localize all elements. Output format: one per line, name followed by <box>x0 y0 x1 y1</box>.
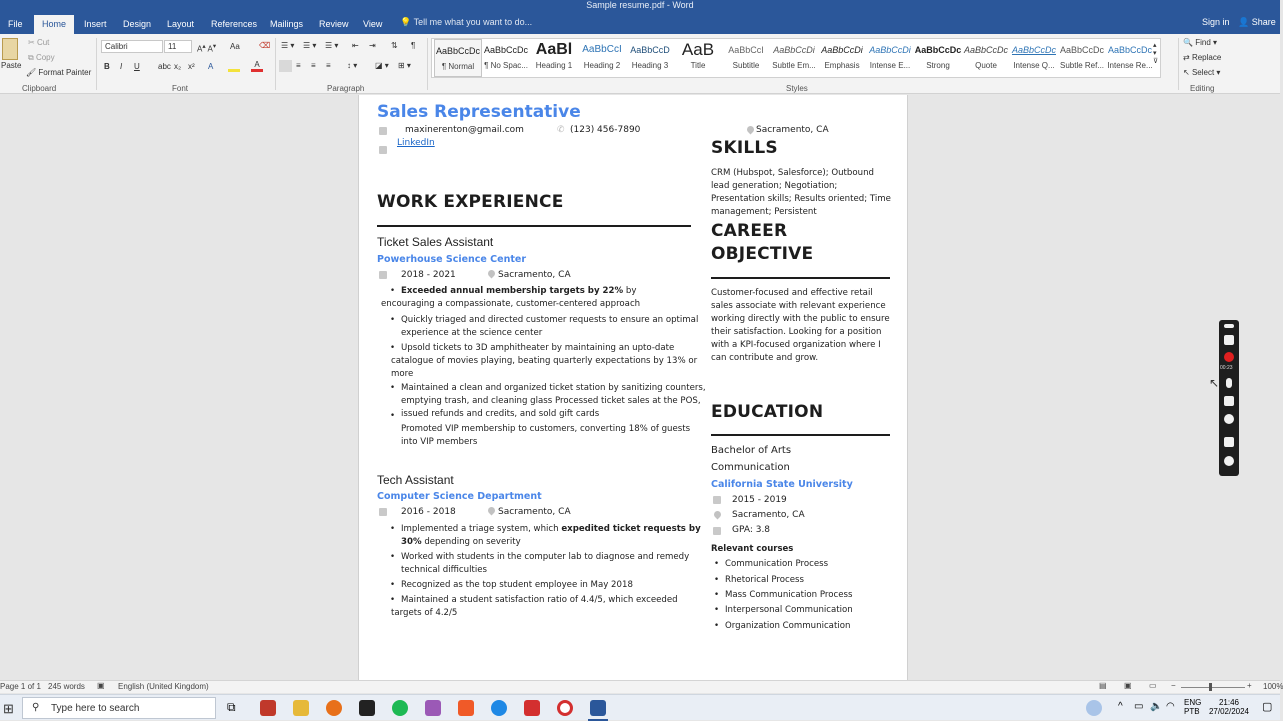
justify-icon[interactable]: ≡ <box>326 61 331 70</box>
list-item <box>390 285 653 298</box>
sign-in-link[interactable]: Sign in <box>1202 17 1230 27</box>
align-right-icon[interactable]: ≡ <box>311 61 316 70</box>
volume-icon[interactable]: 🔈 <box>1150 701 1163 712</box>
bullet-text: Maintained a student satisfaction ratio of 4.4/5, which exceeded <box>401 595 678 605</box>
language-primary: ENG <box>1184 698 1202 707</box>
course-name: Interpersonal Communication <box>725 605 853 615</box>
tab-file[interactable]: File <box>8 19 23 29</box>
list-item <box>390 342 675 355</box>
page-count[interactable]: Page 1 of 1 <box>0 682 41 691</box>
clipboard-group-label: Clipboard <box>22 84 57 93</box>
network-icon[interactable]: ▭ <box>1134 701 1144 712</box>
search-icon: 🔍 <box>1183 38 1193 47</box>
clock-time: 21:46 <box>1218 698 1240 707</box>
search-icon: ⚲ <box>32 702 40 713</box>
list-item <box>714 620 851 633</box>
screen-icon[interactable] <box>1224 437 1234 447</box>
field-text: Communication <box>711 462 790 473</box>
bullet-text: issued refunds and credits, and sold gift cards <box>401 409 600 419</box>
word-count[interactable]: 245 words <box>48 682 85 691</box>
paste-button[interactable]: Paste <box>1 61 22 70</box>
select-label: Select <box>1191 68 1215 77</box>
bullet-text: Promoted VIP membership to customers, converting 18% of guests <box>401 424 691 434</box>
email-text: maxinerenton@gmail.com <box>405 125 524 135</box>
list-item <box>390 594 678 607</box>
courses-heading: Relevant courses <box>711 544 794 554</box>
job-location: Sacramento, CA <box>498 507 571 517</box>
style-preview: AaBbCcDi <box>773 45 815 55</box>
style-preview: AaBbCcDi <box>821 45 863 55</box>
bullet-icon: • <box>390 580 396 590</box>
style-name: Heading 2 <box>583 61 621 70</box>
cut-label: Cut <box>36 38 50 47</box>
tab-design[interactable]: Design <box>123 19 152 29</box>
bullet-text: experience at the science center <box>401 328 543 338</box>
tab-view[interactable]: View <box>363 19 383 29</box>
objective-text <box>711 287 890 365</box>
job-dates: 2016 - 2018 <box>401 507 456 517</box>
style-preview: AaBbCcDc <box>963 45 1008 55</box>
skills-line: CRM (Hubspot, Salesforce); Outbound <box>711 168 874 178</box>
format-painter-label: Format Painter <box>38 68 92 77</box>
section-divider <box>377 225 691 227</box>
bullet-icon: • <box>714 621 720 631</box>
style-preview: AaBbCcDi <box>869 45 911 55</box>
app-m-icon[interactable] <box>260 700 276 716</box>
course-name: Rhetorical Process <box>725 575 804 585</box>
styles-scroll-icon[interactable]: ▴ ▾ ⊽ <box>1153 42 1159 65</box>
wifi-icon[interactable]: ◠ <box>1166 701 1175 712</box>
style-name: Intense E... <box>869 61 911 70</box>
tab-review[interactable]: Review <box>319 19 349 29</box>
separator <box>427 38 428 90</box>
speaker-icon[interactable] <box>1224 396 1234 406</box>
bullet-text: Implemented a triage system, which <box>401 524 559 534</box>
style-name: Subtle Em... <box>772 61 816 70</box>
zoom-slider[interactable] <box>1181 687 1245 688</box>
email-icon <box>379 127 387 135</box>
read-mode-icon[interactable]: ▤ <box>1099 681 1107 690</box>
share-button[interactable] <box>1238 17 1276 28</box>
style-subtitle[interactable] <box>722 39 770 77</box>
location-pin-icon <box>746 125 756 135</box>
lightbulb-icon: 💡 <box>400 17 412 27</box>
phone-text: (123) 456-7890 <box>570 125 641 135</box>
location-pin-icon <box>487 269 497 279</box>
skills-line: management; Persistent <box>711 207 817 217</box>
gpa-text: GPA: 3.8 <box>732 525 771 535</box>
bullet-bold-text: 30% <box>401 537 422 547</box>
print-layout-icon[interactable]: ▣ <box>1124 681 1132 690</box>
location-pin-icon <box>487 506 497 516</box>
course-name: Organization Communication <box>725 621 851 631</box>
recorder-app-icon[interactable] <box>557 700 573 716</box>
strikethrough-button[interactable]: abc <box>158 62 171 71</box>
list-item <box>390 551 690 577</box>
record-stop-icon[interactable] <box>1224 352 1234 362</box>
skills-line: Presentation skills; Results oriented; Time <box>711 194 891 204</box>
tab-references[interactable]: References <box>211 19 258 29</box>
search-placeholder: Type here to search <box>51 703 140 714</box>
find-label: Find <box>1195 38 1211 47</box>
language-switcher[interactable] <box>1184 698 1201 716</box>
bullet-icon: • <box>390 315 396 325</box>
style-no-spacing[interactable] <box>482 39 530 77</box>
education-location: Sacramento, CA <box>732 510 805 520</box>
share-label: Share <box>1251 17 1276 27</box>
education-heading: EDUCATION <box>711 402 824 422</box>
ribbon-tabs <box>0 12 1280 34</box>
change-case-button[interactable]: Aa <box>230 42 240 51</box>
style-preview: AaBbCcDc <box>435 46 480 56</box>
document-page[interactable]: Sales Representative maxinerenton@gmail.com ✆ (123) 456-7890 Sacramento, CA LinkedIn WORK EXPERIENCE Ticket Sales Assistant Powerhouse Science Center 2018 - 2021 Sacramento, CA • Exceeded annual membership targets by 22% by encouraging a compassionate, customer-centered approach • Quickly triaged and directed customer requests to ensure an optimal experience at the science center • Upsold tickets to 3D amphitheater by maintaining an upto-date catalogue of movies playing, beating quarterly expectations by 13% or more • Maintained a clean and organized ticket station by sanitizing counters, emptying trash, and cleaning glass Processed ticket sales at the POS, issued refunds and credits, and sold gift cards • Promoted VIP membership to customers, converting 18% of guests into VIP members Tech Assistant Computer Science Department 2016 - 2018 Sacramento, CA • Implemented a triage system, which expedited ticket requests by 30% depending on severity • Worked with students in the computer lab to diagnose and remedy technical difficulties • Recognized as the top student employee in May 2018 • Maintained a student satisfaction ratio of 4.4/5, which exceeded targets of 4.2/5 SKILLS CRM (Hubspot, Salesforce); Outbound lead generation; Negotiation; Presentation skills; Results oriented; Time management; Persistent CAREER OBJECTIVE Customer-focused and effective retail sales associate with relevant experience working directly with the public to ensure their satisfaction. Looking for a position with a KPI-focused organization where I can contribute and grow. EDUCATION Bachelor of Arts Communication California State University 2015 - 2019 Sacramento, CA GPA: 3.8 Relevant courses • Communication Process • Rhetorical Process • Mass Communication Process • Interpersonal Communication • Organization Communication <box>358 95 908 680</box>
replace-icon: ⇄ <box>1183 53 1190 62</box>
line-spacing-icon[interactable]: ↕ ▾ <box>347 61 358 70</box>
graduation-cap-icon <box>713 527 721 535</box>
scissors-icon: ✂ <box>28 38 35 47</box>
resume-title: Sales Representative <box>377 102 581 122</box>
style-preview: AaBl <box>535 41 573 58</box>
bullet-icon: • <box>714 590 720 600</box>
zoom-in-button[interactable]: + <box>1247 681 1252 690</box>
course-name: Mass Communication Process <box>725 590 853 600</box>
language-secondary: PTB <box>1184 707 1200 716</box>
bullet-continuation: encouraging a compassionate, customer-centered approach <box>381 299 641 309</box>
taskbar <box>0 694 1280 720</box>
job-location: Sacramento, CA <box>498 270 571 280</box>
screen-recorder-toolbar <box>1219 320 1239 476</box>
font-color-icon[interactable]: A <box>251 60 263 72</box>
styles-group-label: Styles <box>786 84 808 93</box>
copy-label: Copy <box>35 53 55 62</box>
calendar-icon <box>379 508 387 516</box>
style-intense-reference[interactable] <box>1106 39 1154 77</box>
zoom-level[interactable]: 100% <box>1263 682 1283 691</box>
clock[interactable] <box>1206 698 1252 716</box>
style-name: Intense Q... <box>1013 61 1055 70</box>
window-title: Sample resume.pdf - Word <box>586 0 694 10</box>
objective-line: Customer-focused and effective retail <box>711 288 873 298</box>
mouse-cursor-icon: ↖ <box>1209 376 1220 390</box>
recording-timer: 00:23 <box>1220 365 1233 371</box>
style-heading-2[interactable] <box>578 39 626 77</box>
web-layout-icon[interactable]: ▭ <box>1149 681 1157 690</box>
objective-line: sales associate with relevant experience <box>711 301 886 311</box>
zoom-out-button[interactable]: − <box>1171 681 1176 690</box>
linkedin-link[interactable]: LinkedIn <box>397 138 435 148</box>
font-size-box[interactable]: 11 <box>164 40 192 53</box>
style-preview: AaBbCcDc <box>1011 45 1056 55</box>
windows-start-icon[interactable]: ⊞ <box>3 701 14 716</box>
bullet-text: Maintained a clean and organized ticket station by sanitizing counters, <box>401 383 706 393</box>
bullet-text: emptying trash, and cleaning glass Processed ticket sales at the POS, <box>401 396 701 406</box>
paragraph-group-label: Paragraph <box>327 84 365 93</box>
list-item <box>714 574 804 587</box>
bullet-icon: • <box>390 343 396 353</box>
separator <box>1178 38 1179 90</box>
bullet-continuation <box>391 355 697 381</box>
list-item <box>390 523 701 549</box>
underline-button[interactable]: U <box>134 62 140 71</box>
tab-layout[interactable]: Layout <box>167 19 195 29</box>
school-name: California State University <box>711 479 853 490</box>
bullet-text: Worked with students in the computer lab to diagnose and remedy <box>401 552 690 562</box>
style-name: Heading 3 <box>631 61 669 70</box>
style-quote[interactable] <box>962 39 1010 77</box>
style-preview: AaBbCcDc <box>1059 45 1104 55</box>
proofing-icon[interactable]: ▣ <box>97 681 105 690</box>
style-intense-emphasis[interactable] <box>866 39 914 77</box>
grow-font-button[interactable]: A▴ A▾ <box>197 43 217 54</box>
style-name: Intense Re... <box>1107 61 1153 70</box>
style-name: Emphasis <box>824 61 860 70</box>
bullet-text: Recognized as the top student employee in May 2018 <box>401 580 633 590</box>
title-bar <box>0 0 1280 12</box>
separator <box>96 38 97 90</box>
skills-text <box>711 167 891 219</box>
sort-icon[interactable]: ⇅ <box>391 41 398 50</box>
brave-icon[interactable] <box>458 700 474 716</box>
style-preview: AaBbCcI <box>728 45 764 55</box>
numbering-icon[interactable]: ☰ ▾ <box>303 41 317 50</box>
objective-heading-line1: CAREER <box>711 221 788 241</box>
firefox-icon[interactable] <box>326 700 342 716</box>
copy-button[interactable] <box>28 53 55 63</box>
bullet-icon: • <box>714 575 720 585</box>
clipboard-icon <box>2 38 18 60</box>
objective-line: can contribute and grow. <box>711 353 819 363</box>
bullet-icon: • <box>390 595 396 605</box>
objective-line: working directly with the public to ensure <box>711 314 890 324</box>
style-subtle-reference[interactable] <box>1058 39 1106 77</box>
calendar-icon <box>379 271 387 279</box>
degree-text: Bachelor of Arts <box>711 445 792 456</box>
microphone-icon[interactable] <box>1226 378 1232 388</box>
text-effects-icon[interactable]: A <box>208 62 214 71</box>
education-dates: 2015 - 2019 <box>732 495 787 505</box>
bullet-text: depending on severity <box>424 537 521 547</box>
course-name: Communication Process <box>725 559 829 569</box>
ribbon <box>0 34 1280 94</box>
language-indicator[interactable]: English (United Kingdom) <box>118 682 209 691</box>
zoom-slider-thumb[interactable] <box>1209 683 1212 691</box>
list-item <box>390 579 633 592</box>
objective-line: with a KPI-focused organization where I <box>711 340 881 350</box>
list-item <box>714 589 853 602</box>
style-name: Heading 1 <box>535 61 573 70</box>
bullets-icon[interactable]: ☰ ▾ <box>281 41 295 50</box>
highlight-icon[interactable] <box>228 60 240 72</box>
bullet-icon: • <box>390 286 396 296</box>
tab-insert[interactable]: Insert <box>84 19 107 29</box>
italic-button[interactable]: I <box>120 62 123 71</box>
bullet-icon: • <box>390 383 396 393</box>
style-preview: AaBbCcDc <box>1107 45 1152 55</box>
editing-group-label: Editing <box>1190 84 1215 93</box>
bullet-icon: • <box>390 552 396 562</box>
list-item <box>401 423 690 449</box>
style-preview: AaBbCcI <box>582 44 622 55</box>
align-center-icon[interactable]: ≡ <box>296 61 301 70</box>
list-item <box>390 382 706 421</box>
taskbar-search[interactable] <box>22 697 216 719</box>
paintbrush-icon: 🖌 <box>26 68 37 77</box>
job-organization: Computer Science Department <box>377 491 542 502</box>
notifications-icon[interactable]: ▢ <box>1262 701 1273 713</box>
tray-chevron-icon[interactable]: ^ <box>1118 701 1123 712</box>
list-item <box>714 604 853 617</box>
webcam-icon[interactable] <box>1224 414 1234 424</box>
camera-icon[interactable] <box>1224 335 1234 345</box>
tell-me-text: Tell me what you want to do... <box>413 17 533 27</box>
list-item <box>390 314 699 340</box>
align-left-icon[interactable] <box>279 60 292 72</box>
font-name-box[interactable]: Calibri <box>101 40 163 53</box>
bold-button[interactable]: B <box>104 62 110 71</box>
font-group-label: Font <box>172 84 189 93</box>
tell-me-search[interactable] <box>400 17 532 28</box>
word-icon[interactable] <box>590 700 606 716</box>
cut-button[interactable] <box>28 38 49 47</box>
work-experience-heading: WORK EXPERIENCE <box>377 192 564 212</box>
style-heading-3[interactable] <box>626 39 674 77</box>
bullet-text: Quickly triaged and directed customer requests to ensure an optimal <box>401 315 699 325</box>
discord-icon[interactable] <box>425 700 441 716</box>
bullet-continuation: targets of 4.2/5 <box>391 608 458 618</box>
style-subtle-emphasis[interactable] <box>770 39 818 77</box>
section-divider <box>711 277 890 279</box>
style-preview: AaBbCcDc <box>483 45 528 55</box>
weather-icon[interactable] <box>1086 700 1102 716</box>
decrease-indent-icon[interactable]: ⇤ <box>352 41 359 50</box>
shading-icon[interactable]: ◪ ▾ <box>375 61 389 70</box>
document-area <box>0 95 1280 680</box>
style-name: Subtle Ref... <box>1059 61 1105 70</box>
style-name: Strong <box>926 61 950 70</box>
tab-mailings[interactable]: Mailings <box>270 19 304 29</box>
linkedin-icon <box>379 146 387 154</box>
calendar-icon <box>713 496 721 504</box>
location-pin-icon <box>713 510 723 520</box>
bullet-icon: • <box>714 559 720 569</box>
job-title: Tech Assistant <box>377 473 454 487</box>
gear-icon[interactable] <box>1224 456 1234 466</box>
status-bar <box>0 680 1283 693</box>
job-organization: Powerhouse Science Center <box>377 254 527 265</box>
bullet-bold-text: Exceeded annual membership targets by 22% <box>401 286 624 296</box>
bullet-text: technical difficulties <box>401 565 488 575</box>
style-name: Subtitle <box>732 61 760 70</box>
copy-icon: ⧉ <box>28 53 34 62</box>
drag-handle-icon[interactable] <box>1224 324 1234 328</box>
bullet-bold-text: expedited ticket requests by <box>561 524 701 534</box>
style-name: ¶ No Spac... <box>484 61 528 70</box>
phone-icon: ✆ <box>557 125 565 135</box>
clock-date: 27/02/2024 <box>1208 707 1250 716</box>
bullet-text: catalogue of movies playing, beating quarterly expectations by 13% or <box>391 356 698 366</box>
replace-label: Replace <box>1191 53 1222 62</box>
style-preview: AaBbCcD <box>630 45 670 55</box>
subscript-button[interactable]: x₂ <box>174 62 182 71</box>
replace-button[interactable] <box>1183 53 1221 62</box>
style-intense-quote[interactable] <box>1010 39 1058 77</box>
job-dates: 2018 - 2021 <box>401 270 456 280</box>
file-explorer-icon[interactable] <box>293 700 309 716</box>
select-button[interactable]: ↖ Select ▾ <box>1183 68 1221 77</box>
list-item <box>714 558 829 571</box>
find-button[interactable]: 🔍 Find ▾ <box>1183 38 1218 47</box>
skills-line: lead generation; Negotiation; <box>711 181 838 191</box>
bullet-icon: • <box>714 605 720 615</box>
style-name: Quote <box>975 61 997 70</box>
acrobat-icon[interactable] <box>524 700 540 716</box>
styles-gallery <box>431 38 1161 78</box>
skills-heading: SKILLS <box>711 138 778 158</box>
job-title: Ticket Sales Assistant <box>377 235 494 249</box>
bullet-text: by <box>625 286 637 296</box>
bullet-text: into VIP members <box>401 437 478 447</box>
style-strong[interactable] <box>914 39 962 77</box>
increase-indent-icon[interactable]: ⇥ <box>369 41 376 50</box>
style-name: ¶ Normal <box>441 62 475 71</box>
pilcrow-icon[interactable]: ¶ <box>411 41 416 50</box>
clear-formatting-icon[interactable]: ⌫ <box>259 41 271 50</box>
style-heading-1[interactable] <box>530 39 578 77</box>
bullet-icon: • <box>390 524 396 534</box>
browser-icon[interactable] <box>491 700 507 716</box>
style-name: Title <box>690 61 706 70</box>
superscript-button[interactable]: x² <box>188 62 195 71</box>
objective-heading-line2: OBJECTIVE <box>711 244 814 264</box>
style-emphasis[interactable] <box>818 39 866 77</box>
style-title[interactable] <box>674 39 722 77</box>
section-divider <box>711 434 890 436</box>
style-preview: AaBbCcDc <box>914 45 962 55</box>
style-preview: AaB <box>681 40 715 59</box>
multilevel-list-icon[interactable]: ☰ ▾ <box>325 41 339 50</box>
person-icon: 👤 <box>1238 17 1250 27</box>
bullet-text: Upsold tickets to 3D amphitheater by maintaining an upto-date <box>401 343 675 353</box>
format-painter-button[interactable] <box>26 68 91 77</box>
spotify-icon[interactable] <box>392 700 408 716</box>
tab-home[interactable]: Home <box>34 15 74 34</box>
sticky-app-icon[interactable] <box>359 700 375 716</box>
location-text: Sacramento, CA <box>756 125 829 135</box>
task-view-icon[interactable]: ⧉ <box>227 700 236 714</box>
borders-icon[interactable]: ⊞ ▾ <box>398 61 411 70</box>
bullet-text: more <box>391 369 414 379</box>
objective-line: their satisfaction. Looking for a position <box>711 327 882 337</box>
separator <box>275 38 276 90</box>
cursor-icon: ↖ <box>1183 68 1190 77</box>
style-normal[interactable] <box>434 39 482 77</box>
